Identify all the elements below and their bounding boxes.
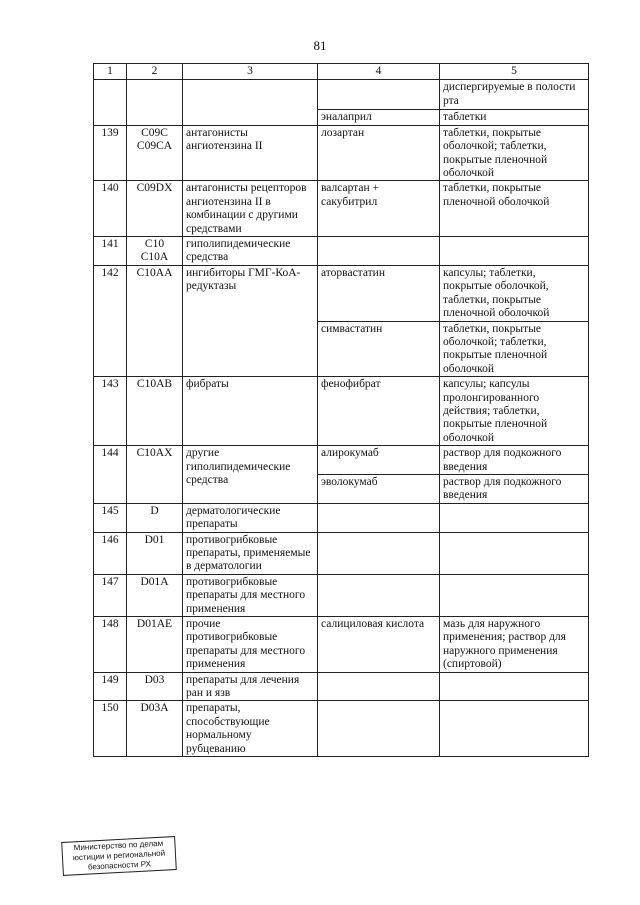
dosage-form-cell [440,574,589,616]
atc-code-cell: D [127,503,183,532]
row-number-cell: 149 [94,672,127,701]
table-row [94,672,589,701]
inn-cell: аторвастатин [318,265,440,321]
atc-code-cell: D01AE [127,617,183,673]
table-row [94,377,589,446]
group-cell: препараты, способствующие нормальному рубцеванию [183,701,318,757]
atc-code-cell: C09DX [127,181,183,237]
table-row [94,80,589,110]
inn-cell: алирокумаб [318,446,440,475]
inn-cell: лозартан [318,125,440,181]
table-row [94,265,589,321]
group-cell: антагонисты ангиотензина II [183,125,318,181]
row-number-cell: 150 [94,701,127,757]
row-number-cell: 147 [94,574,127,616]
group-cell: прочие противогрибковые препараты для местного применения [183,617,318,673]
inn-cell: фенофибрат [318,377,440,446]
atc-code-cell: D03A [127,701,183,757]
atc-code-cell: D03 [127,672,183,701]
atc-code-cell: C09C C09CA [127,125,183,181]
row-number-cell: 144 [94,446,127,504]
dosage-form-cell: капсулы; капсулы пролонгированного действия; таблетки, покрытые пленочной оболочкой [440,377,589,446]
table-row [94,617,589,673]
group-cell: дерматологические препараты [183,503,318,532]
dosage-form-cell: раствор для подкожного введения [440,474,589,503]
table-header-row [94,64,589,80]
row-number-cell: 148 [94,617,127,673]
dosage-form-cell [440,237,589,266]
inn-cell [318,574,440,616]
stamp-line: Министерство по делам [73,838,164,853]
group-cell: противогрибковые препараты, применяемые в дерматологии [183,532,318,574]
column-header: 4 [318,64,440,80]
dosage-form-cell [440,503,589,532]
row-number-cell: 143 [94,377,127,446]
inn-cell [318,237,440,266]
atc-code-cell: C10AX [127,446,183,504]
row-number-cell: 146 [94,532,127,574]
dosage-form-cell: таблетки [440,110,589,125]
column-header: 2 [127,64,183,80]
atc-code-cell: C10AB [127,377,183,446]
table-row [94,446,589,475]
table-row [94,574,589,616]
row-number-cell: 145 [94,503,127,532]
inn-cell [318,672,440,701]
row-number-cell: 140 [94,181,127,237]
inn-cell: салициловая кислота [318,617,440,673]
atc-code-cell: D01A [127,574,183,616]
inn-cell [318,503,440,532]
group-cell: гиполипидемические средства [183,237,318,266]
table-row [94,237,589,266]
group-cell: антагонисты рецепторов ангиотензина II в комбинации с другими средствами [183,181,318,237]
group-cell: ингибиторы ГМГ-КоА-редуктазы [183,265,318,376]
drug-list-table [93,63,589,757]
dosage-form-cell: таблетки, покрытые оболочкой; таблетки, покрытые пленочной оболочкой [440,125,589,181]
group-cell: другие гиполипидемические средства [183,446,318,504]
dosage-form-cell [440,701,589,757]
atc-code-cell [127,80,183,125]
column-header: 5 [440,64,589,80]
inn-cell [318,701,440,757]
atc-code-cell: C10AA [127,265,183,376]
dosage-form-cell: таблетки, покрытые пленочной оболочкой [440,181,589,237]
dosage-form-cell: капсулы; таблетки, покрытые оболочкой, таблетки, покрытые пленочной оболочкой [440,265,589,321]
dosage-form-cell: таблетки, покрытые оболочкой; таблетки, покрытые пленочной оболочкой [440,321,589,377]
inn-cell: валсартан + сакубитрил [318,181,440,237]
table-row [94,181,589,237]
inn-cell: эволокумаб [318,474,440,503]
inn-cell: симвастатин [318,321,440,377]
table-row [94,701,589,757]
group-cell: фибраты [183,377,318,446]
inn-cell [318,80,440,110]
group-cell: противогрибковые препараты для местного применения [183,574,318,616]
dosage-form-cell: мазь для наружного применения; раствор для наружного применения (спиртовой) [440,617,589,673]
table-row [94,503,589,532]
row-number-cell: 139 [94,125,127,181]
column-header: 1 [94,64,127,80]
dosage-form-cell: диспергируемые в полости рта [440,80,589,110]
row-number-cell: 142 [94,265,127,376]
atc-code-cell: C10 C10A [127,237,183,266]
table-row [94,125,589,181]
dosage-form-cell [440,532,589,574]
group-cell: препараты для лечения ран и язв [183,672,318,701]
group-cell [183,80,318,125]
inn-cell: эналаприл [318,110,440,125]
dosage-form-cell [440,672,589,701]
row-number-cell: 141 [94,237,127,266]
table-row [94,532,589,574]
registration-stamp [61,836,177,876]
page-number: 81 [313,38,327,53]
column-header: 3 [183,64,318,80]
stamp-line: юстиции и региональной [72,848,166,863]
stamp-line: безопасности РХ [87,859,152,872]
atc-code-cell: D01 [127,532,183,574]
row-number-cell [94,80,127,125]
dosage-form-cell: раствор для подкожного введения [440,446,589,475]
inn-cell [318,532,440,574]
